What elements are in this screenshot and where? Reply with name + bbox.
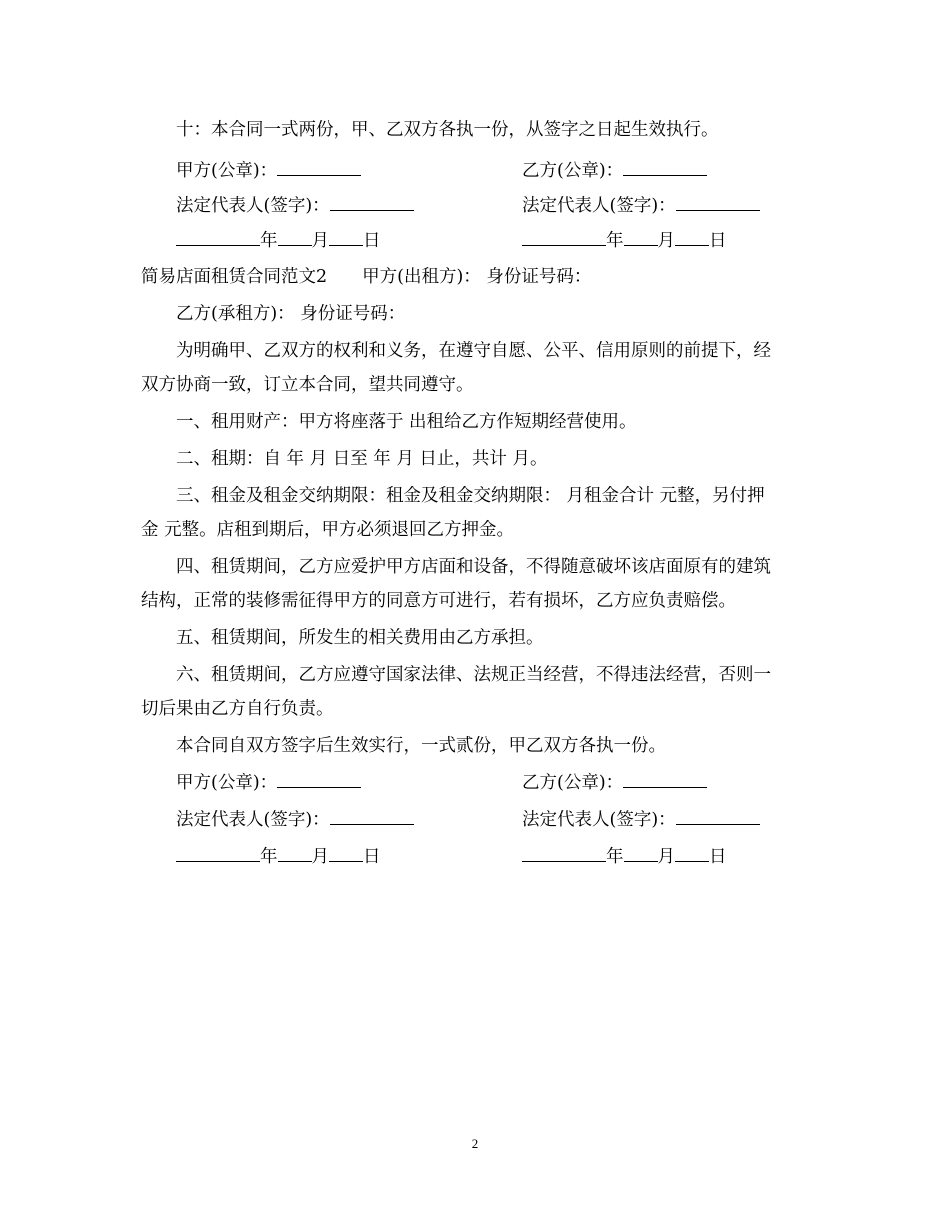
sig1-party-b-label: 乙方(公章)： — [522, 161, 624, 181]
sig1-rep-b — [522, 194, 760, 218]
intro-line-1: 为明确甲、乙双方的权利和义务，在遵守自愿、公平、信用原则的前提下，经 — [176, 341, 771, 361]
sig1-date-b — [522, 229, 727, 253]
day-label: 日 — [709, 847, 727, 867]
year-blank — [522, 229, 606, 246]
sig2-rep-b-label: 法定代表人(签字)： — [522, 810, 676, 830]
clause-six-line-1: 六、租赁期间，乙方应遵守国家法律、法规正当经营，不得违法经营，否则一 — [176, 665, 771, 685]
contract-title-line: 简易店面租赁合同范文2 甲方(出租方)： 身份证号码： — [141, 267, 592, 287]
clause-six-line-2: 切后果由乙方自行负责。 — [141, 699, 334, 719]
sig1-rep-a-blank — [330, 194, 414, 211]
clause-five: 五、租赁期间，所发生的相关费用由乙方承担。 — [176, 628, 544, 648]
sig1-rep-a-label: 法定代表人(签字)： — [176, 196, 330, 216]
year-blank — [522, 845, 606, 862]
sig2-date-b — [522, 845, 727, 869]
year-label: 年 — [606, 231, 624, 251]
year-blank — [176, 229, 260, 246]
sig1-party-b-blank — [623, 159, 707, 176]
page-number: 2 — [471, 1136, 479, 1151]
sig2-party-a-blank — [277, 771, 361, 788]
tenant-line: 乙方(承租方)： 身份证号码： — [176, 304, 406, 324]
sig2-date-a — [176, 845, 856, 869]
sig2-rep-b-blank — [676, 808, 760, 825]
clause-three-line-2: 金 元整。店租到期后，甲方必须退回乙方押金。 — [141, 520, 515, 540]
sig1-date-a — [176, 229, 856, 253]
sig1-rep-b-blank — [676, 194, 760, 211]
intro-line-2: 双方协商一致，订立本合同，望共同遵守。 — [141, 375, 474, 395]
closing-line: 本合同自双方签字后生效实行，一式贰份，甲乙双方各执一份。 — [176, 736, 666, 756]
year-label: 年 — [260, 847, 278, 867]
sig2-rep-a-blank — [330, 808, 414, 825]
day-blank — [675, 845, 709, 862]
year-blank — [176, 845, 260, 862]
month-label: 月 — [311, 847, 329, 867]
sig2-party-b — [522, 771, 707, 795]
sig1-party-a-label: 甲方(公章)： — [176, 161, 278, 181]
sig2-rep-a-label: 法定代表人(签字)： — [176, 810, 330, 830]
sig1-party-a — [176, 159, 856, 183]
day-blank — [675, 229, 709, 246]
day-blank — [329, 845, 363, 862]
sig1-rep-b-label: 法定代表人(签字)： — [522, 196, 676, 216]
month-label: 月 — [311, 231, 329, 251]
sig2-party-b-blank — [623, 771, 707, 788]
day-label: 日 — [363, 847, 381, 867]
clause-ten: 十：本合同一式两份，甲、乙双方各执一份，从签字之日起生效执行。 — [176, 120, 719, 140]
month-label: 月 — [657, 847, 675, 867]
sig2-party-a — [176, 771, 856, 795]
day-label: 日 — [709, 231, 727, 251]
day-blank — [329, 229, 363, 246]
year-label: 年 — [260, 231, 278, 251]
clause-two: 二、租期：自 年 月 日至 年 月 日止，共计 月。 — [176, 449, 548, 469]
clause-one: 一、租用财产：甲方将座落于 出租给乙方作短期经营使用。 — [176, 412, 637, 432]
month-blank — [624, 229, 658, 246]
clause-four-line-1: 四、租赁期间，乙方应爱护甲方店面和设备，不得随意破坏该店面原有的建筑 — [176, 557, 771, 577]
clause-three-line-1: 三、租金及租金交纳期限：租金及租金交纳期限： 月租金合计 元整，另付押 — [176, 486, 765, 506]
sig1-party-a-blank — [277, 159, 361, 176]
month-blank — [624, 845, 658, 862]
month-blank — [278, 845, 312, 862]
sig2-party-b-label: 乙方(公章)： — [522, 773, 624, 793]
sig2-party-a-label: 甲方(公章)： — [176, 773, 278, 793]
month-blank — [278, 229, 312, 246]
clause-four-line-2: 结构，正常的装修需征得甲方的同意方可进行，若有损坏，乙方应负责赔偿。 — [141, 591, 736, 611]
sig1-party-b — [522, 159, 707, 183]
month-label: 月 — [657, 231, 675, 251]
year-label: 年 — [606, 847, 624, 867]
day-label: 日 — [363, 231, 381, 251]
sig2-rep-b — [522, 808, 760, 832]
